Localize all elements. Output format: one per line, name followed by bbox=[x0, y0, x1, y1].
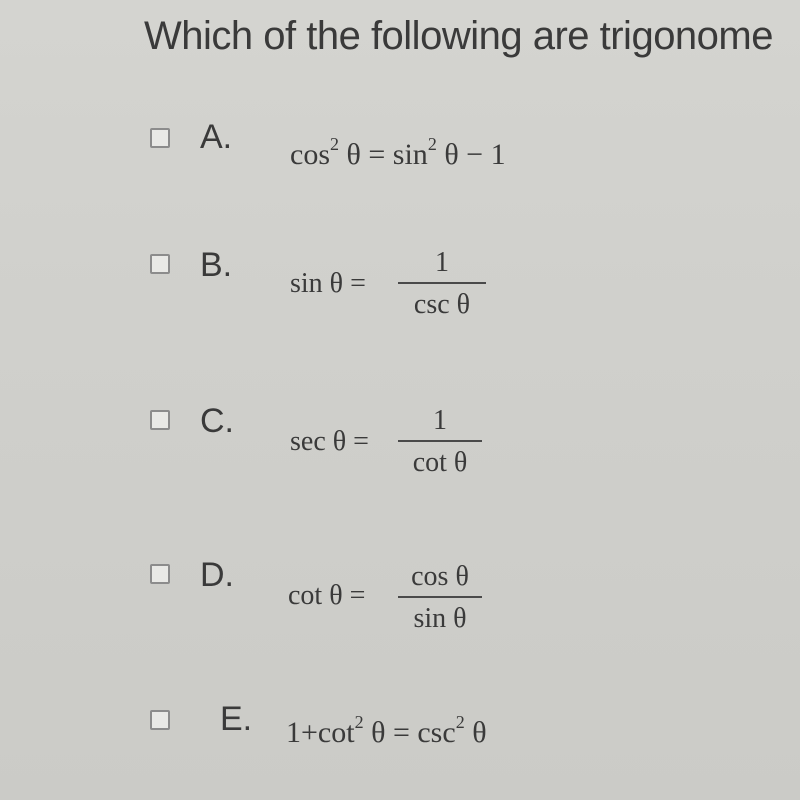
option-b-denominator: csc θ bbox=[413, 289, 471, 320]
option-c bbox=[0, 402, 800, 482]
option-d-lhs: cot θ = bbox=[288, 580, 366, 611]
option-a bbox=[0, 118, 800, 198]
option-c-numerator: 1 bbox=[433, 405, 447, 436]
option-b-numerator: 1 bbox=[435, 247, 449, 278]
option-b-fraction-bar bbox=[398, 282, 486, 284]
option-a-checkbox[interactable] bbox=[150, 128, 170, 148]
option-c-fraction-bar bbox=[398, 440, 482, 442]
option-b-letter: B. bbox=[200, 246, 233, 284]
option-e-letter: E. bbox=[220, 700, 253, 738]
option-c-denominator: cot θ bbox=[412, 447, 468, 478]
option-b-checkbox[interactable] bbox=[150, 254, 170, 274]
option-d-denominator: sin θ bbox=[413, 603, 467, 634]
option-b bbox=[0, 246, 800, 326]
option-b-lhs: sin θ = bbox=[290, 268, 366, 299]
option-e bbox=[0, 700, 800, 780]
option-d-numerator: cos θ bbox=[411, 561, 469, 592]
option-c-fraction bbox=[398, 404, 482, 480]
option-c-checkbox[interactable] bbox=[150, 410, 170, 430]
option-a-letter: A. bbox=[200, 118, 233, 156]
option-d-fraction-bar bbox=[398, 596, 482, 598]
option-e-checkbox[interactable] bbox=[150, 710, 170, 730]
question-text: Which of the following are trigonome bbox=[144, 14, 773, 58]
option-d-fraction bbox=[398, 560, 482, 636]
option-d-letter: D. bbox=[200, 556, 234, 594]
option-b-fraction bbox=[398, 246, 486, 322]
option-a-formula: $\cos^2 \theta = \sin^2 \theta - 1$ bbox=[290, 134, 506, 171]
option-e-formula: $1+\cot^2$ $\theta = \csc^2 \theta$ bbox=[286, 712, 487, 749]
option-d bbox=[0, 556, 800, 636]
option-c-lhs: sec θ = bbox=[290, 426, 369, 457]
option-d-checkbox[interactable] bbox=[150, 564, 170, 584]
option-c-letter: C. bbox=[200, 402, 234, 440]
